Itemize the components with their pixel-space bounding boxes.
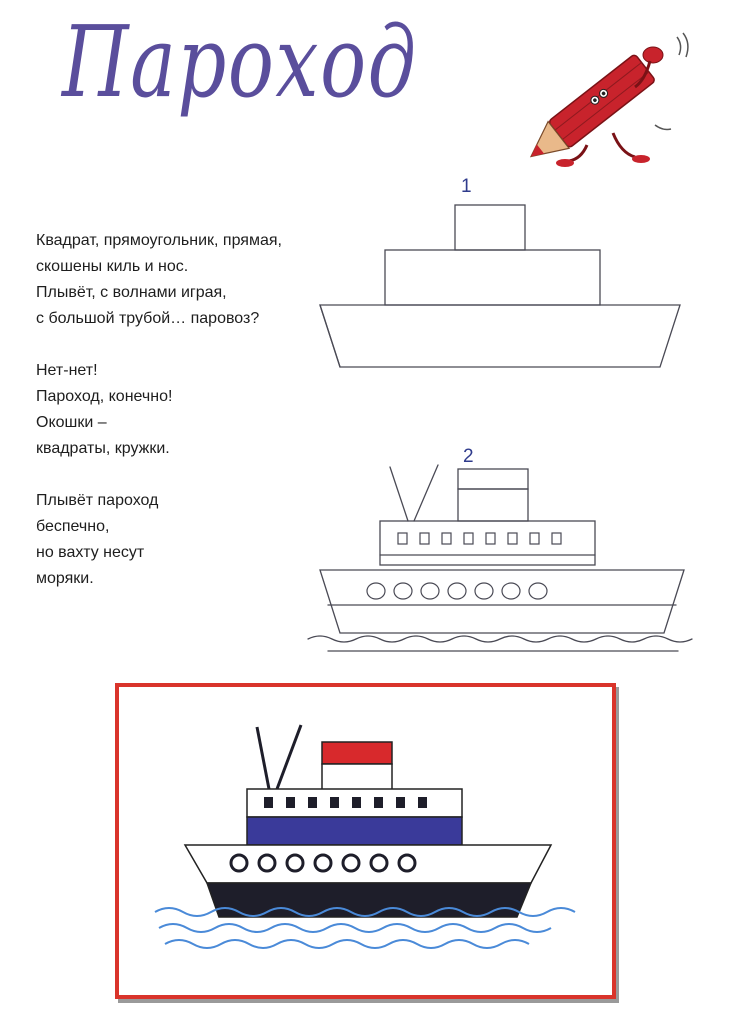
poem-line: Плывёт, с волнами играя,	[36, 284, 227, 301]
poem-line: беспечно,	[36, 518, 110, 535]
poem-line: Нет-нет!	[36, 362, 98, 379]
colored-steamship-illustration	[119, 687, 612, 995]
poem-line: с большой трубой… паровоз?	[36, 310, 260, 327]
poem-line: Квадрат, прямоугольник, прямая,	[36, 232, 282, 249]
pencil-character-icon	[505, 25, 705, 185]
poem-line: Окошки –	[36, 414, 107, 431]
page-title: Пароход	[62, 6, 418, 120]
step-2-sketch	[298, 455, 698, 665]
poem-line: моряки.	[36, 570, 94, 587]
poem-stanza-3	[36, 488, 282, 592]
step-2-number: 2	[463, 446, 474, 467]
poem-stanza-2	[36, 358, 282, 462]
poem-line: Плывёт пароход	[36, 492, 159, 509]
final-picture-frame	[115, 683, 616, 999]
step-1-number: 1	[461, 176, 472, 197]
poem-line: квадраты, кружки.	[36, 440, 170, 457]
poem-line: Пароход, конечно!	[36, 388, 173, 405]
poem-stanza-1	[36, 228, 282, 332]
step-1-sketch	[300, 195, 700, 385]
poem-line: но вахту несут	[36, 544, 145, 561]
poem	[36, 228, 282, 618]
poem-line: скошены киль и нос.	[36, 258, 189, 275]
